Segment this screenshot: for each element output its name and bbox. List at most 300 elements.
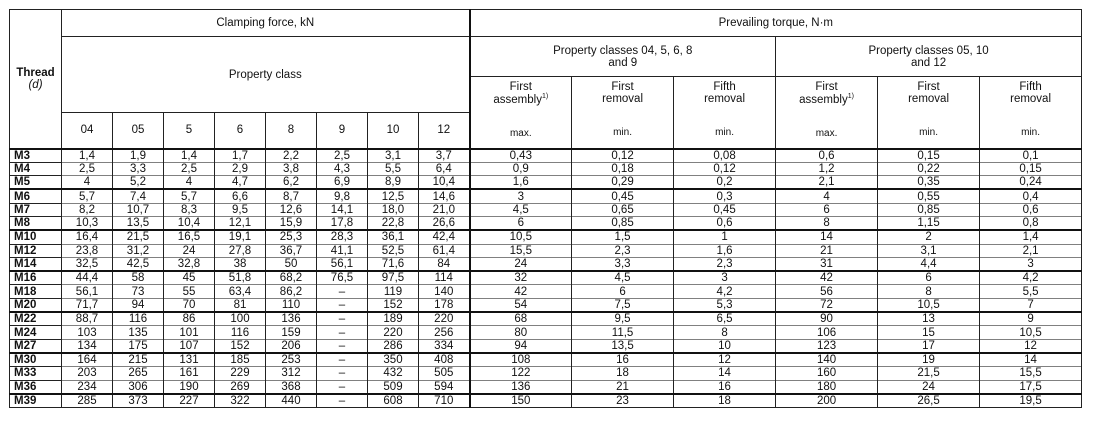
clamping-force-cell: 234 [62, 380, 113, 394]
clamping-force-cell: 86,2 [266, 285, 317, 298]
torque-cell: 9,5 [572, 312, 674, 326]
thread-cell: M33 [10, 367, 62, 380]
torque-cell: 19 [878, 353, 980, 367]
torque-cell: 42 [470, 285, 572, 298]
torque-cell: 94 [470, 339, 572, 353]
torque-cell: 1,4 [980, 230, 1082, 244]
clamping-force-cell: 13,5 [113, 216, 164, 230]
clamping-force-cell: 19,1 [215, 230, 266, 244]
clamping-force-cell: 373 [113, 394, 164, 408]
footnote-marker: 1) [541, 93, 549, 100]
torque-cell: 3 [470, 189, 572, 203]
torque-cell: 4,2 [674, 285, 776, 298]
footnote-marker: 1) [847, 93, 854, 100]
clamping-force-cell: 2,5 [164, 162, 215, 175]
torque-col-line2: removal [704, 93, 745, 105]
torque-col-header [674, 77, 776, 149]
torque-cell: 8 [878, 285, 980, 298]
clamping-force-cell: 5,7 [62, 189, 113, 203]
clamping-force-cell: – [317, 353, 368, 367]
table-row [10, 176, 1082, 190]
clamping-force-cell: 42,4 [419, 230, 470, 244]
table-row [10, 298, 1082, 312]
torque-col-line1: Fifth [1019, 81, 1042, 93]
table-row [10, 339, 1082, 353]
clamping-force-cell: 81 [215, 298, 266, 312]
torque-cell: 0,4 [980, 189, 1082, 203]
thread-cell: M8 [10, 216, 62, 230]
property-group-b-header: Property classes 05, 10 and 12 [776, 37, 1082, 77]
torque-cell: 17,5 [980, 380, 1082, 394]
clamping-force-cell: 1,4 [164, 149, 215, 163]
clamping-force-cell: – [317, 312, 368, 326]
clamping-force-cell: 306 [113, 380, 164, 394]
torque-cell: 12 [674, 353, 776, 367]
clamping-force-cell: 2,5 [317, 149, 368, 163]
torque-cell: 0,15 [980, 162, 1082, 175]
thread-cell: M6 [10, 189, 62, 203]
torque-cell: 14 [776, 230, 878, 244]
torque-cell: 68 [470, 312, 572, 326]
thread-cell: M4 [10, 162, 62, 175]
clamping-force-cell: 56,1 [317, 257, 368, 271]
property-class-col: 9 [317, 113, 368, 149]
torque-cell: 6,5 [674, 312, 776, 326]
torque-cell: 0,9 [470, 162, 572, 175]
clamping-force-header: Clamping force, kN [62, 10, 470, 37]
torque-cell: 15,5 [980, 367, 1082, 380]
clamping-force-cell: 206 [266, 339, 317, 353]
clamping-torque-table [9, 9, 1082, 408]
torque-cell: 14 [980, 353, 1082, 367]
clamping-force-cell: 269 [215, 380, 266, 394]
clamping-force-cell: 4,7 [215, 176, 266, 190]
torque-cell: 0,35 [878, 176, 980, 190]
clamping-force-cell: 52,5 [368, 244, 419, 257]
clamping-force-cell: 175 [113, 339, 164, 353]
torque-cell: 13 [878, 312, 980, 326]
clamping-force-cell: 6,6 [215, 189, 266, 203]
torque-cell: 0,08 [674, 149, 776, 163]
torque-col-header [980, 77, 1082, 149]
clamping-force-cell: 286 [368, 339, 419, 353]
clamping-force-cell: 135 [113, 326, 164, 339]
table-row [10, 312, 1082, 326]
clamping-force-cell: 61,4 [419, 244, 470, 257]
clamping-force-cell: 6,4 [419, 162, 470, 175]
clamping-force-cell: 189 [368, 312, 419, 326]
torque-cell: 10,5 [878, 298, 980, 312]
clamping-force-cell: 10,7 [113, 203, 164, 216]
clamping-force-cell: 265 [113, 367, 164, 380]
thread-cell: M14 [10, 257, 62, 271]
torque-cell: 4,4 [878, 257, 980, 271]
prevailing-torque-header: Prevailing torque, N·m [470, 10, 1082, 37]
clamping-force-cell: 73 [113, 285, 164, 298]
torque-cell: 10 [674, 339, 776, 353]
torque-cell: 24 [878, 380, 980, 394]
clamping-force-cell: 50 [266, 257, 317, 271]
clamping-force-cell: 16,4 [62, 230, 113, 244]
torque-cell: 3 [674, 271, 776, 285]
torque-cell: 0,24 [980, 176, 1082, 190]
clamping-force-cell: 215 [113, 353, 164, 367]
torque-cell: 0,15 [878, 149, 980, 163]
torque-col-line1: First [815, 81, 838, 93]
torque-cell: 16 [572, 353, 674, 367]
clamping-force-cell: – [317, 367, 368, 380]
torque-cell: 0,45 [674, 203, 776, 216]
torque-cell: 0,43 [470, 149, 572, 163]
torque-cell: 7 [980, 298, 1082, 312]
torque-col-header [470, 77, 572, 149]
torque-cell: 140 [776, 353, 878, 367]
torque-cell: 0,85 [878, 203, 980, 216]
torque-cell: 8 [776, 216, 878, 230]
clamping-force-cell: 5,7 [164, 189, 215, 203]
torque-cell: 123 [776, 339, 878, 353]
clamping-force-cell: 32,8 [164, 257, 215, 271]
torque-col-header [878, 77, 980, 149]
torque-cell: 136 [470, 380, 572, 394]
clamping-force-cell: 164 [62, 353, 113, 367]
thread-symbol: (d) [28, 78, 43, 91]
table-row [10, 380, 1082, 394]
clamping-force-cell: 56,1 [62, 285, 113, 298]
clamping-force-cell: 5,5 [368, 162, 419, 175]
torque-cell: 4,2 [980, 271, 1082, 285]
torque-col-line1: First [917, 81, 940, 93]
torque-cell: 6 [572, 285, 674, 298]
torque-col-line1: First [611, 81, 634, 93]
clamping-force-cell: 18,0 [368, 203, 419, 216]
torque-cell: 1,6 [470, 176, 572, 190]
torque-col-line2: removal [1010, 93, 1052, 105]
clamping-force-cell: 119 [368, 285, 419, 298]
clamping-force-cell: 185 [215, 353, 266, 367]
clamping-force-cell: 350 [368, 353, 419, 367]
clamping-force-cell: 63,4 [215, 285, 266, 298]
clamping-force-cell: 8,9 [368, 176, 419, 190]
clamping-force-cell: 42,5 [113, 257, 164, 271]
table-row [10, 394, 1082, 408]
clamping-force-cell: 101 [164, 326, 215, 339]
clamping-force-cell: 88,7 [62, 312, 113, 326]
thread-cell: M3 [10, 149, 62, 163]
torque-cell: 16 [674, 380, 776, 394]
clamping-force-cell: 41,1 [317, 244, 368, 257]
torque-col-header [776, 77, 878, 149]
torque-cell: 31 [776, 257, 878, 271]
clamping-force-cell: 23,8 [62, 244, 113, 257]
torque-cell: 4,5 [572, 271, 674, 285]
torque-cell: 0,85 [572, 216, 674, 230]
torque-cell: 42 [776, 271, 878, 285]
clamping-force-cell: 14,1 [317, 203, 368, 216]
torque-cell: 1 [674, 230, 776, 244]
torque-cell: 0,29 [572, 176, 674, 190]
clamping-force-cell: 51,8 [215, 271, 266, 285]
torque-cell: 72 [776, 298, 878, 312]
clamping-force-cell: 3,3 [113, 162, 164, 175]
torque-cell: 90 [776, 312, 878, 326]
torque-cell: 2 [878, 230, 980, 244]
torque-cell: 4,5 [470, 203, 572, 216]
torque-cell: 15 [878, 326, 980, 339]
table-row [10, 216, 1082, 230]
clamping-force-cell: 408 [419, 353, 470, 367]
torque-cell: 0,12 [674, 162, 776, 175]
thread-cell: M24 [10, 326, 62, 339]
torque-cell: 0,6 [674, 216, 776, 230]
clamping-force-cell: 38 [215, 257, 266, 271]
torque-cell: 0,45 [572, 189, 674, 203]
clamping-force-cell: 14,6 [419, 189, 470, 203]
clamping-force-cell: 440 [266, 394, 317, 408]
torque-cell: 18 [572, 367, 674, 380]
torque-cell: 23 [572, 394, 674, 408]
clamping-force-cell: 322 [215, 394, 266, 408]
clamping-force-cell: 227 [164, 394, 215, 408]
clamping-force-cell: 1,4 [62, 149, 113, 163]
clamping-force-cell: 22,8 [368, 216, 419, 230]
clamping-force-cell: 94 [113, 298, 164, 312]
torque-cell: 0,22 [878, 162, 980, 175]
clamping-force-cell: 505 [419, 367, 470, 380]
clamping-force-cell: 68,2 [266, 271, 317, 285]
clamping-force-cell: 21,0 [419, 203, 470, 216]
table-row [10, 353, 1082, 367]
clamping-force-cell: 31,2 [113, 244, 164, 257]
clamping-force-cell: 1,9 [113, 149, 164, 163]
torque-cell: 3,1 [878, 244, 980, 257]
torque-cell: 2,1 [776, 176, 878, 190]
clamping-force-cell: 220 [368, 326, 419, 339]
clamping-force-cell: 131 [164, 353, 215, 367]
clamping-force-cell: 509 [368, 380, 419, 394]
clamping-force-cell: 256 [419, 326, 470, 339]
clamping-force-cell: 107 [164, 339, 215, 353]
clamping-force-cell: 26,6 [419, 216, 470, 230]
torque-cell: 32 [470, 271, 572, 285]
torque-cell: 24 [470, 257, 572, 271]
clamping-force-cell: 17,8 [317, 216, 368, 230]
table-row [10, 230, 1082, 244]
clamping-force-cell: 6,9 [317, 176, 368, 190]
torque-cell: 0,3 [674, 189, 776, 203]
thread-cell: M10 [10, 230, 62, 244]
torque-cell: 0,65 [572, 203, 674, 216]
clamping-force-cell: 134 [62, 339, 113, 353]
torque-cell: 54 [470, 298, 572, 312]
torque-limit-label: min. [715, 127, 734, 138]
clamping-force-cell: 3,7 [419, 149, 470, 163]
clamping-force-cell: – [317, 394, 368, 408]
clamping-force-cell: 159 [266, 326, 317, 339]
torque-cell: 0,2 [674, 176, 776, 190]
torque-cell: 180 [776, 380, 878, 394]
clamping-force-cell: 6,2 [266, 176, 317, 190]
clamping-force-cell: 220 [419, 312, 470, 326]
clamping-force-cell: 24 [164, 244, 215, 257]
thread-cell: M22 [10, 312, 62, 326]
torque-col-line1: First [509, 81, 532, 93]
torque-cell: 17 [878, 339, 980, 353]
torque-cell: 200 [776, 394, 878, 408]
table-row [10, 149, 1082, 163]
clamping-force-cell: 15,9 [266, 216, 317, 230]
torque-limit-label: min. [919, 127, 938, 138]
clamping-force-cell: 2,5 [62, 162, 113, 175]
clamping-force-cell: 2,2 [266, 149, 317, 163]
clamping-force-cell: 45 [164, 271, 215, 285]
torque-cell: 26,5 [878, 394, 980, 408]
torque-cell: 10,5 [980, 326, 1082, 339]
property-class-col: 05 [113, 113, 164, 149]
clamping-force-cell: 44,4 [62, 271, 113, 285]
clamping-force-cell: 152 [368, 298, 419, 312]
table-row [10, 257, 1082, 271]
clamping-force-cell: 28,3 [317, 230, 368, 244]
clamping-force-cell: 2,9 [215, 162, 266, 175]
torque-cell: 0,6 [980, 203, 1082, 216]
torque-cell: 0,6 [776, 149, 878, 163]
table-row [10, 162, 1082, 175]
thread-cell: M5 [10, 176, 62, 190]
clamping-force-cell: 71,6 [368, 257, 419, 271]
clamping-force-cell: 114 [419, 271, 470, 285]
clamping-force-cell: 27,8 [215, 244, 266, 257]
property-class-header: Property class [62, 37, 470, 113]
clamping-force-cell: 140 [419, 285, 470, 298]
thread-cell: M16 [10, 271, 62, 285]
clamping-force-cell: 312 [266, 367, 317, 380]
torque-cell: 7,5 [572, 298, 674, 312]
table-row [10, 326, 1082, 339]
clamping-force-cell: 152 [215, 339, 266, 353]
torque-cell: 108 [470, 353, 572, 367]
clamping-force-cell: 76,5 [317, 271, 368, 285]
clamping-force-cell: 190 [164, 380, 215, 394]
torque-col-line2: removal [602, 93, 643, 105]
torque-cell: 3,3 [572, 257, 674, 271]
clamping-force-cell: – [317, 285, 368, 298]
clamping-force-cell: 71,7 [62, 298, 113, 312]
clamping-force-cell: 253 [266, 353, 317, 367]
clamping-force-cell: 229 [215, 367, 266, 380]
clamping-force-cell: 8,7 [266, 189, 317, 203]
clamping-force-cell: 55 [164, 285, 215, 298]
thread-cell: M7 [10, 203, 62, 216]
torque-limit-label: min. [1021, 127, 1041, 138]
torque-cell: 2,1 [980, 244, 1082, 257]
torque-limit-label: max. [509, 127, 532, 139]
clamping-force-cell: 1,7 [215, 149, 266, 163]
clamping-force-cell: – [317, 339, 368, 353]
clamping-force-cell: 86 [164, 312, 215, 326]
clamping-force-cell: 3,8 [266, 162, 317, 175]
table-row [10, 189, 1082, 203]
torque-col-line1: Fifth [713, 81, 736, 93]
clamping-force-cell: 103 [62, 326, 113, 339]
torque-cell: 160 [776, 367, 878, 380]
clamping-force-cell: 4 [164, 176, 215, 190]
thread-label: Thread [16, 66, 55, 79]
torque-cell: 56 [776, 285, 878, 298]
clamping-force-cell: 97,5 [368, 271, 419, 285]
clamping-force-cell: 100 [215, 312, 266, 326]
property-class-col: 6 [215, 113, 266, 149]
torque-cell: 13,5 [572, 339, 674, 353]
torque-cell: 122 [470, 367, 572, 380]
clamping-force-cell: 32,5 [62, 257, 113, 271]
property-class-col: 8 [266, 113, 317, 149]
torque-cell: 2,3 [674, 257, 776, 271]
clamping-force-cell: 432 [368, 367, 419, 380]
torque-cell: 2,3 [572, 244, 674, 257]
torque-cell: 8 [674, 326, 776, 339]
property-class-col: 10 [368, 113, 419, 149]
clamping-force-cell: 36,7 [266, 244, 317, 257]
table-row [10, 285, 1082, 298]
torque-cell: 15,5 [470, 244, 572, 257]
torque-cell: 6 [878, 271, 980, 285]
torque-cell: 150 [470, 394, 572, 408]
table-row [10, 271, 1082, 285]
torque-col-line2: assembly$^{1)}$ [799, 93, 854, 106]
clamping-force-cell: 5,2 [113, 176, 164, 190]
torque-cell: 0,18 [572, 162, 674, 175]
thread-cell: M12 [10, 244, 62, 257]
torque-cell: 14 [674, 367, 776, 380]
clamping-force-cell: 21,5 [113, 230, 164, 244]
thread-cell: M30 [10, 353, 62, 367]
clamping-force-cell: 368 [266, 380, 317, 394]
clamping-force-cell: 12,1 [215, 216, 266, 230]
torque-limit-label: max. [815, 127, 838, 139]
property-group-a-header: Property classes 04, 5, 6, 8 and 9 [470, 37, 776, 77]
thread-cell: M39 [10, 394, 62, 408]
thread-cell: M36 [10, 380, 62, 394]
torque-cell: 0,55 [878, 189, 980, 203]
torque-cell: 5,5 [980, 285, 1082, 298]
clamping-force-cell: 285 [62, 394, 113, 408]
clamping-force-cell: 12,5 [368, 189, 419, 203]
torque-cell: 5,3 [674, 298, 776, 312]
torque-col-line2: assembly$^{1)}$ [493, 93, 549, 106]
table-row [10, 244, 1082, 257]
torque-cell: 1,5 [572, 230, 674, 244]
clamping-force-cell: 136 [266, 312, 317, 326]
table-row [10, 367, 1082, 380]
clamping-force-cell: 4,3 [317, 162, 368, 175]
clamping-force-cell: 334 [419, 339, 470, 353]
clamping-force-cell: – [317, 298, 368, 312]
clamping-force-cell: – [317, 380, 368, 394]
torque-cell: 1,2 [776, 162, 878, 175]
torque-cell: 11,5 [572, 326, 674, 339]
property-class-col: 04 [62, 113, 113, 149]
torque-col-header [572, 77, 674, 149]
clamping-force-cell: 36,1 [368, 230, 419, 244]
torque-cell: 9 [980, 312, 1082, 326]
clamping-force-cell: 608 [368, 394, 419, 408]
clamping-force-cell: 16,5 [164, 230, 215, 244]
clamping-force-cell: 12,6 [266, 203, 317, 216]
clamping-force-cell: 25,3 [266, 230, 317, 244]
torque-col-line2: removal [908, 93, 949, 105]
torque-cell: 18 [674, 394, 776, 408]
